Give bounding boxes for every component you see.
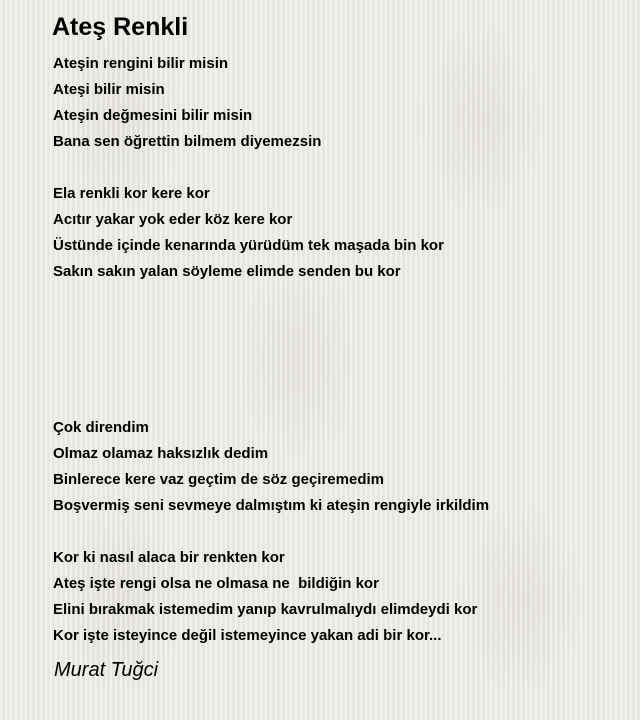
poem-line: Sakın sakın yalan söyleme elimde senden bu kor bbox=[53, 263, 401, 280]
stanza-2 bbox=[53, 183, 613, 287]
poem-title: Ateş Renkli bbox=[52, 13, 189, 41]
poem-line: Çok direndim bbox=[53, 419, 149, 436]
poem-line: Ateşin rengini bilir misin bbox=[53, 55, 229, 72]
poem-line: Üstünde içinde kenarında yürüdüm tek maşada bin kor bbox=[53, 237, 444, 254]
poem-line: Ateşi bilir misin bbox=[53, 81, 165, 98]
poem-line: Ateşin değmesini bilir misin bbox=[53, 107, 253, 124]
poem-line: Acıtır yakar yok eder köz kere kor bbox=[53, 211, 293, 228]
poem-author: Murat Tuğci bbox=[54, 659, 159, 681]
poem-body bbox=[53, 53, 613, 677]
poem-line: Kor işte isteyince değil istemeyince yakan adi bir kor... bbox=[53, 627, 442, 644]
stanza-1 bbox=[53, 53, 613, 157]
poem-line: Bana sen öğrettin bilmem diyemezsin bbox=[53, 133, 322, 150]
stanza-3 bbox=[53, 417, 613, 521]
poem-line: Ela renkli kor kere kor bbox=[53, 185, 210, 202]
stanza-4 bbox=[53, 547, 613, 651]
poem-line: Ateş işte rengi olsa ne olmasa ne bildiğin kor bbox=[53, 575, 379, 592]
poem-line: Boşvermiş seni sevmeye dalmıştım ki ateşin rengiyle irkildim bbox=[53, 497, 490, 514]
poem-line: Olmaz olamaz haksızlık dedim bbox=[53, 445, 269, 462]
poem-line: Elini bırakmak istemedim yanıp kavrulmalıydı elimdeydi kor bbox=[53, 601, 478, 618]
poem-line: Binlerece kere vaz geçtim de söz geçiremedim bbox=[53, 471, 384, 488]
poem-line: Kor ki nasıl alaca bir renkten kor bbox=[53, 549, 285, 566]
